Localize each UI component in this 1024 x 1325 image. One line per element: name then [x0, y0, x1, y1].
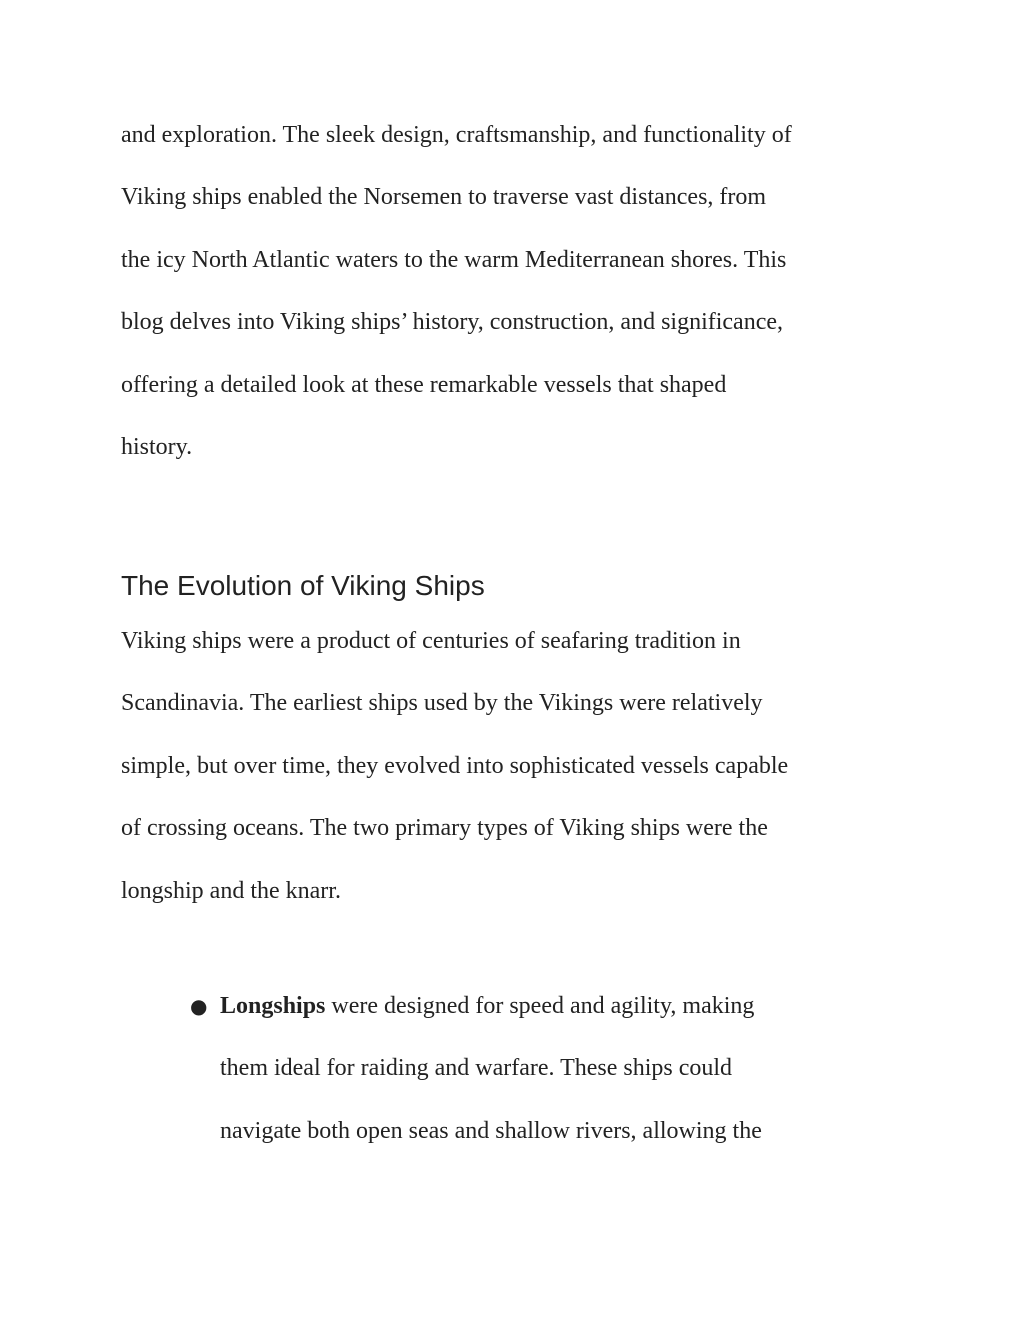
- text-line: them ideal for raiding and warfare. These ships could: [220, 1055, 733, 1082]
- text-line: Scandinavia. The earliest ships used by the Vikings were relatively: [121, 690, 763, 717]
- text-line: [220, 975, 911, 1037]
- text-line: longship and the knarr.: [121, 877, 341, 904]
- text-line: Viking ships enabled the Norsemen to traverse vast distances, from: [121, 184, 767, 211]
- list-item: [121, 975, 911, 1162]
- text-run: were designed for speed and agility, making: [325, 993, 755, 1019]
- text-line: Viking ships were a product of centuries of seafaring tradition in: [121, 628, 741, 654]
- bold-term: Longships: [220, 993, 326, 1019]
- text-line: offering a detailed look at these remarkable vessels that shaped: [121, 371, 727, 398]
- text-line: blog delves into Viking ships’ history, construction, and significance,: [121, 309, 784, 336]
- text-line: navigate both open seas and shallow rivers, allowing the: [220, 1117, 762, 1144]
- bullet-icon: ●: [190, 994, 208, 1018]
- text-line: of crossing oceans. The two primary types of Viking ships were the: [121, 815, 768, 842]
- text-line: history.: [121, 434, 193, 461]
- text-line: and exploration. The sleek design, craftsmanship, and functionality of: [121, 122, 792, 148]
- bullet-list: [121, 975, 911, 1162]
- section-paragraph: [121, 610, 911, 922]
- text-line: simple, but over time, they evolved into sophisticated vessels capable: [121, 752, 789, 779]
- intro-paragraph: [121, 104, 911, 478]
- section-heading: The Evolution of Viking Ships: [121, 570, 485, 601]
- text-line: the icy North Atlantic waters to the warm Mediterranean shores. This: [121, 246, 787, 273]
